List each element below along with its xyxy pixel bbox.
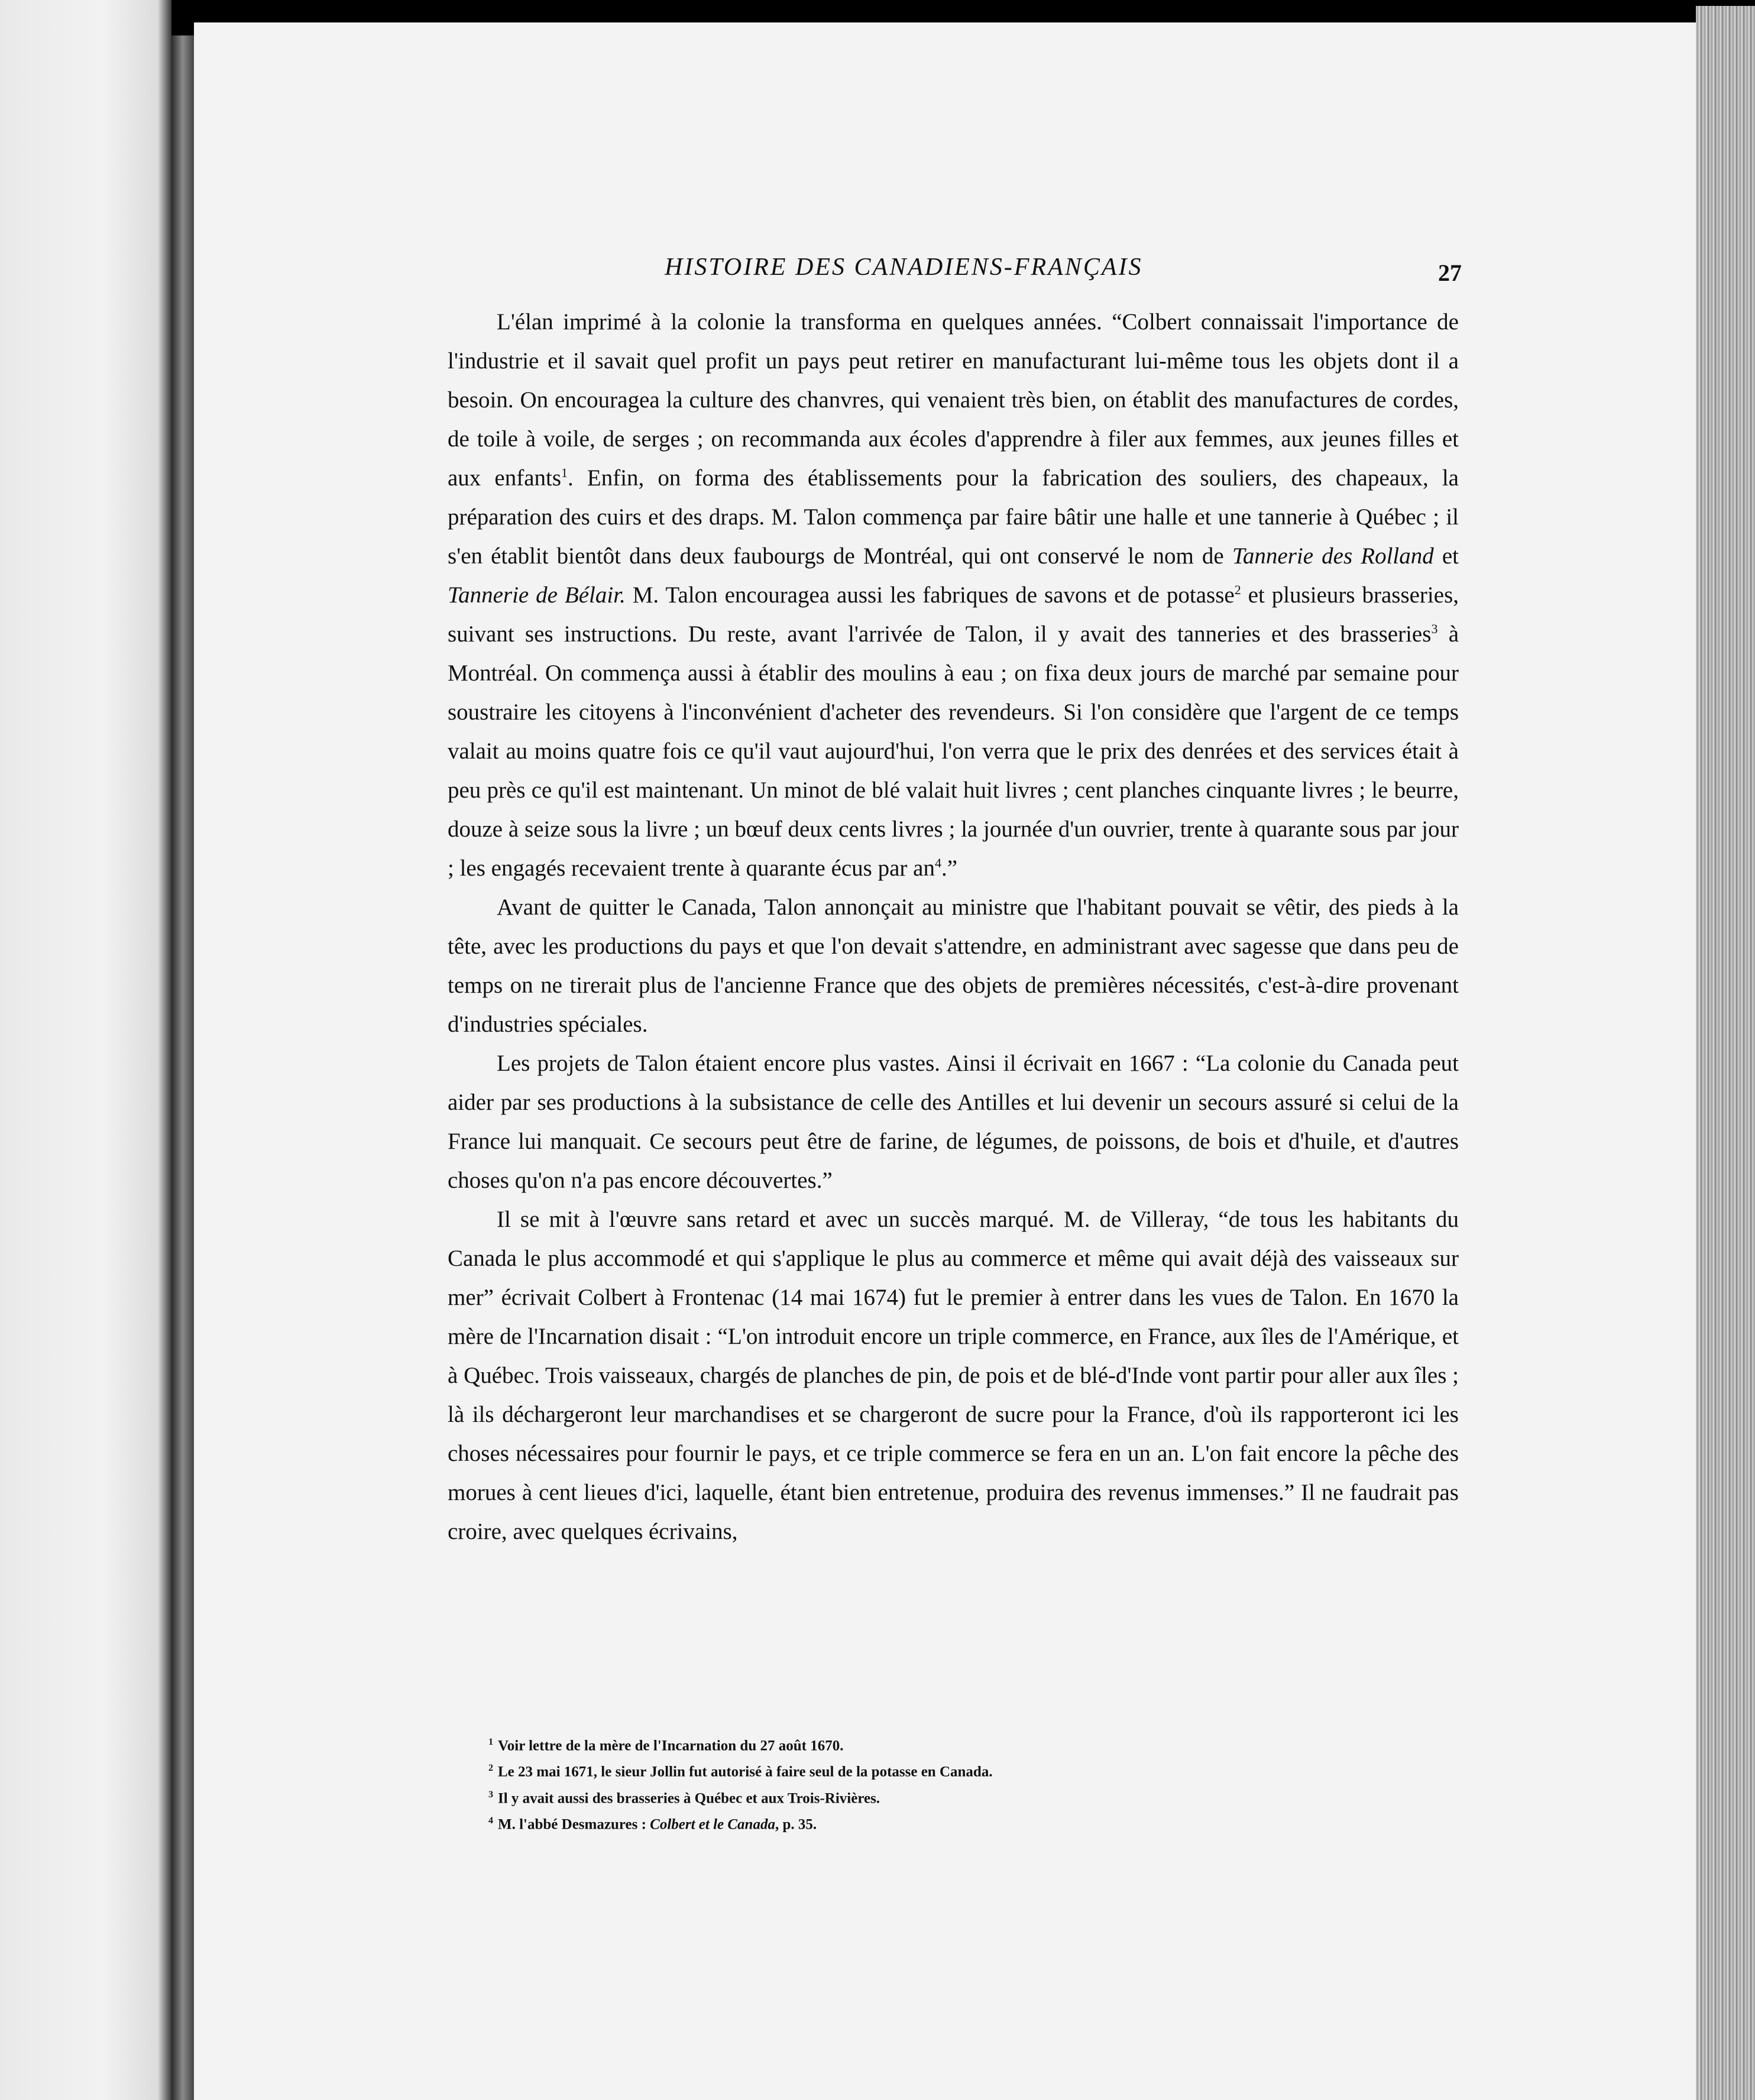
footnote-text: M. l'abbé Desmazures : (498, 1816, 650, 1833)
footnote-mark: 4 (488, 1815, 493, 1826)
footnote-ref-2: 2 (1234, 582, 1241, 597)
footnote-text: Il y avait aussi des brasseries à Québec et aux Trois-Rivières. (498, 1790, 880, 1806)
paragraph-4: Il se mit à l'œuvre sans retard et avec un succès marqué. M. de Villeray, “de tous les habitants du Canada le plus accommodé et qui s'applique le plus au commerce et même qui avait déjà des vaisseaux sur mer” écrivait Colbert à Frontenac (14 mai 1674) fut le premier à entrer dans les vues de Talon. En 1670 la mère de l'Incarnation disait : “L'on introduit encore un triple commerce, en France, aux îles de l'Amérique, et à Québec. Trois vaisseaux, chargés de planches de pin, de pois et de blé-d'Inde vont partir pour aller aux îles ; là ils déchargeront leur marchandises et se chargeront de sucre pour la France, d'où ils rapporteront ici les choses nécessaires pour fournir le pays, et ce triple commerce se fera en un an. L'on fait encore la pêche des morues à cent lieues d'ici, laquelle, étant bien entretenue, produira des revenus immenses.” Il ne faudrait pas croire, avec quelques écrivains, (448, 1207, 1459, 1544)
footnote-ref-3: 3 (1431, 621, 1438, 636)
paragraph-1-text-a: L'élan imprimé à la colonie la transforma en quelques années. “Colbert connaissait l'importance de l'industrie et il savait quel profit un pays peut retirer en manufacturant lui-même tous les objets dont il a besoin. On encouragea la culture des chanvres, qui venaient très bien, on établit des manufactures de cordes, de toile à voile, de serges ; on recommanda aux écoles d'apprendre à filer aux femmes, aux jeunes filles et aux enfants (448, 309, 1459, 491)
footnote-mark: 3 (488, 1789, 493, 1800)
footnote-4 (488, 1810, 1375, 1836)
body-text (448, 303, 1459, 1551)
italic-tannerie-belair: Tannerie de Bélair. (448, 582, 626, 608)
paragraph-1 (448, 303, 1459, 888)
footnote-italic-title: Colbert et le Canada (650, 1816, 775, 1833)
paragraph-1-text-e: et plusieurs brasseries, suivant ses instructions. Du reste, avant l'arrivée de Talon, il y avait des tanneries et des brasseries (448, 582, 1459, 647)
paragraph-2: Avant de quitter le Canada, Talon annonçait au ministre que l'habitant pouvait se vêtir, des pieds à la tête, avec les productions du pays et que l'on devait s'attendre, en administrant avec sagesse que dans peu de temps on ne tirerait plus de l'ancienne France que des objets de premières nécessités, c'est-à-dire provenant d'industries spéciales. (448, 895, 1459, 1037)
page-number: 27 (1438, 260, 1462, 286)
footnote-ref-1: 1 (561, 465, 568, 480)
paragraph-3: Les projets de Talon étaient encore plus vastes. Ainsi il écrivait en 1667 : “La colonie du Canada peut aider par ses productions à la subsistance de celle des Antilles et lui devenir un secours assuré si celui de la France lui manquait. Ce secours peut être de farine, de légumes, de poissons, de bois et d'huile, et d'autres choses qu'on n'a pas encore découvertes.” (448, 1051, 1459, 1193)
paragraph-1-text-c: et (1433, 543, 1459, 569)
footnotes (488, 1731, 1375, 1836)
paragraph-1-text-g: .” (941, 855, 958, 881)
italic-tannerie-rolland: Tannerie des Rolland (1232, 543, 1434, 569)
footnote-1 (488, 1731, 1375, 1757)
facing-page-edge (0, 0, 171, 2100)
footnote-text: Le 23 mai 1671, le sieur Jollin fut autorisé à faire seul de la potasse en Canada. (498, 1764, 993, 1780)
footnote-2 (488, 1757, 1375, 1783)
footnote-text: Voir lettre de la mère de l'Incarnation du 27 août 1670. (498, 1738, 844, 1754)
paragraph-1-text-f: à Montréal. On commença aussi à établir des moulins à eau ; on fixa deux jours de marché par semaine pour soustraire les citoyens à l'inconvénient d'acheter des revendeurs. Si l'on considère que l'argent de ce temps valait au moins quatre fois ce qu'il vaut aujourd'hui, l'on verra que le prix des denrées et des services était à peu près ce qu'il est maintenant. Un minot de blé valait huit livres ; cent planches cinquante livres ; le beurre, douze à seize sous la livre ; un bœuf deux cents livres ; la journée d'un ouvrier, trente à quarante sous par jour ; les engagés recevaient trente à quarante écus par an (448, 621, 1459, 881)
paragraph-1-text-d: M. Talon encouragea aussi les fabriques de savons et de potasse (625, 582, 1235, 608)
paragraph-1-text-b: . Enfin, on forma des établissements pour la fabrication des souliers, des chapeaux, la préparation des cuirs et des draps. M. Talon commença par faire bâtir une halle et une tannerie à Québec ; il s'en établit bientôt dans deux faubourgs de Montréal, qui ont conservé le nom de (448, 465, 1459, 569)
footnote-ref-4: 4 (934, 855, 941, 870)
footnote-text-end: , p. 35. (775, 1816, 817, 1833)
footnote-mark: 1 (488, 1737, 493, 1747)
footnote-mark: 2 (488, 1763, 493, 1774)
running-head: HISTOIRE DES CANADIENS-FRANÇAIS (665, 254, 1143, 281)
page-block-edges (1696, 6, 1755, 2100)
book-gutter (171, 35, 194, 2100)
footnote-3 (488, 1784, 1375, 1810)
